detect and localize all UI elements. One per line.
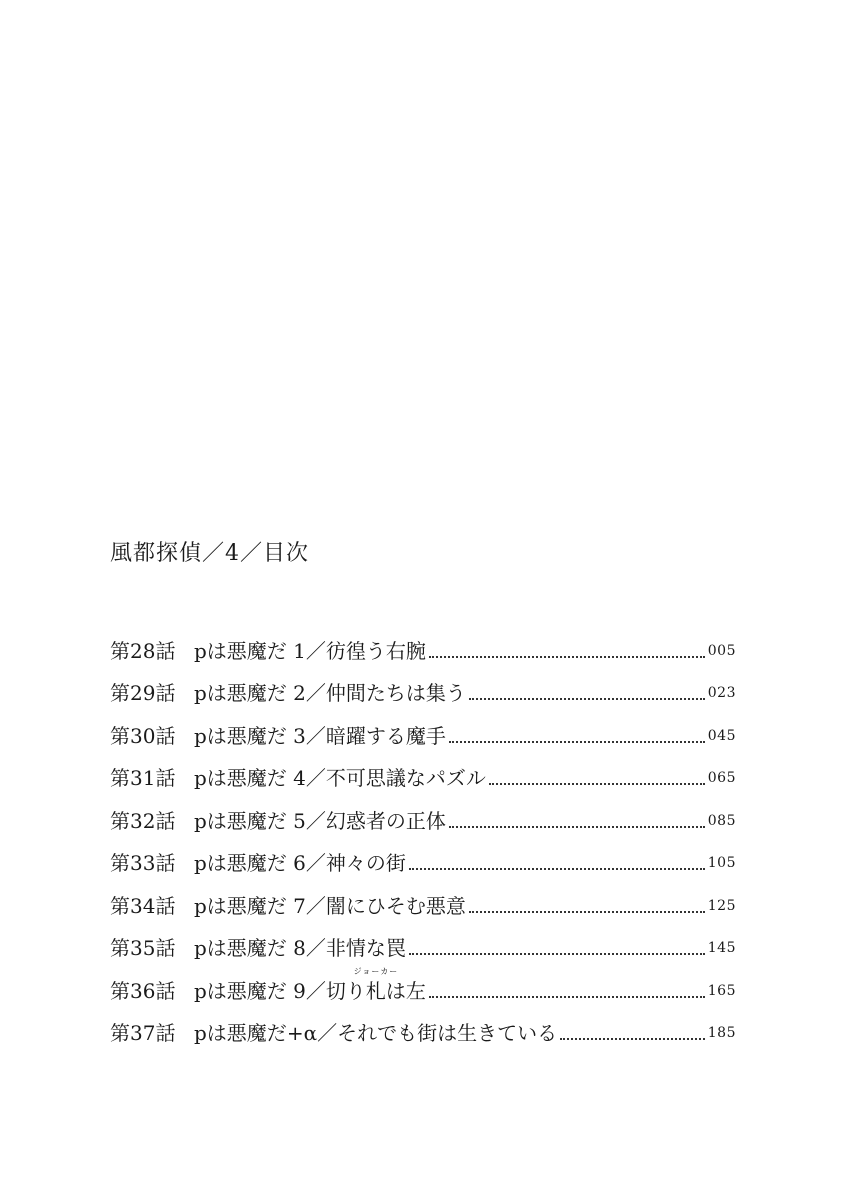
arc-part: 7	[293, 893, 306, 918]
dot-leader	[429, 655, 705, 658]
arc-part: 4	[293, 766, 306, 790]
arc-title: pは悪魔だ 1／	[194, 638, 326, 663]
dot-leader	[409, 867, 705, 870]
toc-entry[interactable]	[110, 1003, 736, 1046]
toc-title: 風都探偵／4／目次	[110, 541, 309, 566]
toc-entry[interactable]	[110, 833, 736, 876]
chapter-number: 第31話	[110, 766, 176, 790]
ruby-text: ジョーカー	[353, 966, 399, 976]
toc-entry[interactable]	[110, 705, 736, 748]
toc-list	[110, 620, 736, 1045]
chapter-subtitle: 暗躍する魔手	[325, 723, 446, 748]
chapter-subtitle: 彷徨う右腕	[325, 638, 426, 663]
chapter-number: 第29話	[110, 681, 176, 705]
arc-part: 5	[293, 808, 306, 833]
chapter-number: 第28話	[110, 638, 176, 663]
arc-part: 6	[293, 851, 306, 875]
arc-title: pは悪魔だ 5／	[194, 808, 326, 833]
chapter-subtitle: 神々の街	[325, 851, 406, 875]
chapter-subtitle: 幻惑者の正体	[325, 808, 446, 833]
dot-leader	[449, 825, 705, 828]
chapter-number: 第34話	[110, 893, 176, 918]
arc-part: 3	[293, 723, 306, 748]
dot-leader	[449, 740, 705, 743]
arc-part: +α	[286, 1021, 318, 1045]
toc-entry[interactable]	[110, 918, 736, 961]
chapter-number: 第37話	[110, 1021, 176, 1045]
arc-part: 1	[293, 638, 306, 663]
arc-part: 9	[293, 978, 306, 1003]
chapter-subtitle: 非情な罠	[325, 936, 406, 960]
dot-leader	[560, 1037, 705, 1040]
chapter-number: 第36話	[110, 978, 176, 1003]
chapter-number: 第33話	[110, 851, 176, 875]
arc-title: pは悪魔だ 9／	[194, 978, 326, 1003]
toc-entry[interactable]	[110, 875, 736, 918]
chapter-subtitle: 仲間たちは集う	[325, 681, 466, 705]
chapter-subtitle: ジョーカー 切り札は左	[325, 966, 426, 1003]
arc-title: pは悪魔だ+α／	[194, 1021, 338, 1045]
arc-part: 8	[293, 936, 306, 960]
chapter-subtitle: 不可思議なパズル	[325, 766, 486, 790]
page-number: 045	[707, 727, 736, 744]
page-number: 105	[707, 855, 736, 871]
toc-entry[interactable]	[110, 790, 736, 833]
chapter-number: 第35話	[110, 936, 176, 960]
page-number: 125	[707, 897, 736, 914]
chapter-subtitle: それでも街は生きている	[337, 1021, 558, 1045]
arc-title: pは悪魔だ 2／	[194, 681, 326, 705]
chapter-subtitle: 闇にひそむ悪意	[325, 893, 466, 918]
dot-leader	[409, 952, 705, 955]
page-number: 065	[707, 770, 736, 786]
arc-title: pは悪魔だ 3／	[194, 723, 326, 748]
toc-entry[interactable]	[110, 748, 736, 791]
page-number: 085	[707, 812, 736, 829]
arc-title: pは悪魔だ 6／	[194, 851, 326, 875]
toc-entry[interactable]	[110, 663, 736, 706]
page-number: 023	[707, 685, 736, 701]
dot-leader	[489, 782, 705, 785]
chapter-number: 第30話	[110, 723, 176, 748]
arc-part: 2	[293, 681, 306, 705]
chapter-number: 第32話	[110, 808, 176, 833]
page-number: 185	[707, 1025, 736, 1041]
dot-leader	[429, 995, 705, 998]
dot-leader	[469, 697, 705, 700]
page-number: 165	[707, 982, 736, 999]
page-number: 145	[707, 940, 736, 956]
toc-entry[interactable]	[110, 960, 736, 1003]
arc-title: pは悪魔だ 4／	[194, 766, 326, 790]
toc-entry[interactable]	[110, 620, 736, 663]
page-number: 005	[707, 642, 736, 659]
dot-leader	[469, 910, 705, 913]
arc-title: pは悪魔だ 7／	[194, 893, 326, 918]
arc-title: pは悪魔だ 8／	[194, 936, 326, 960]
